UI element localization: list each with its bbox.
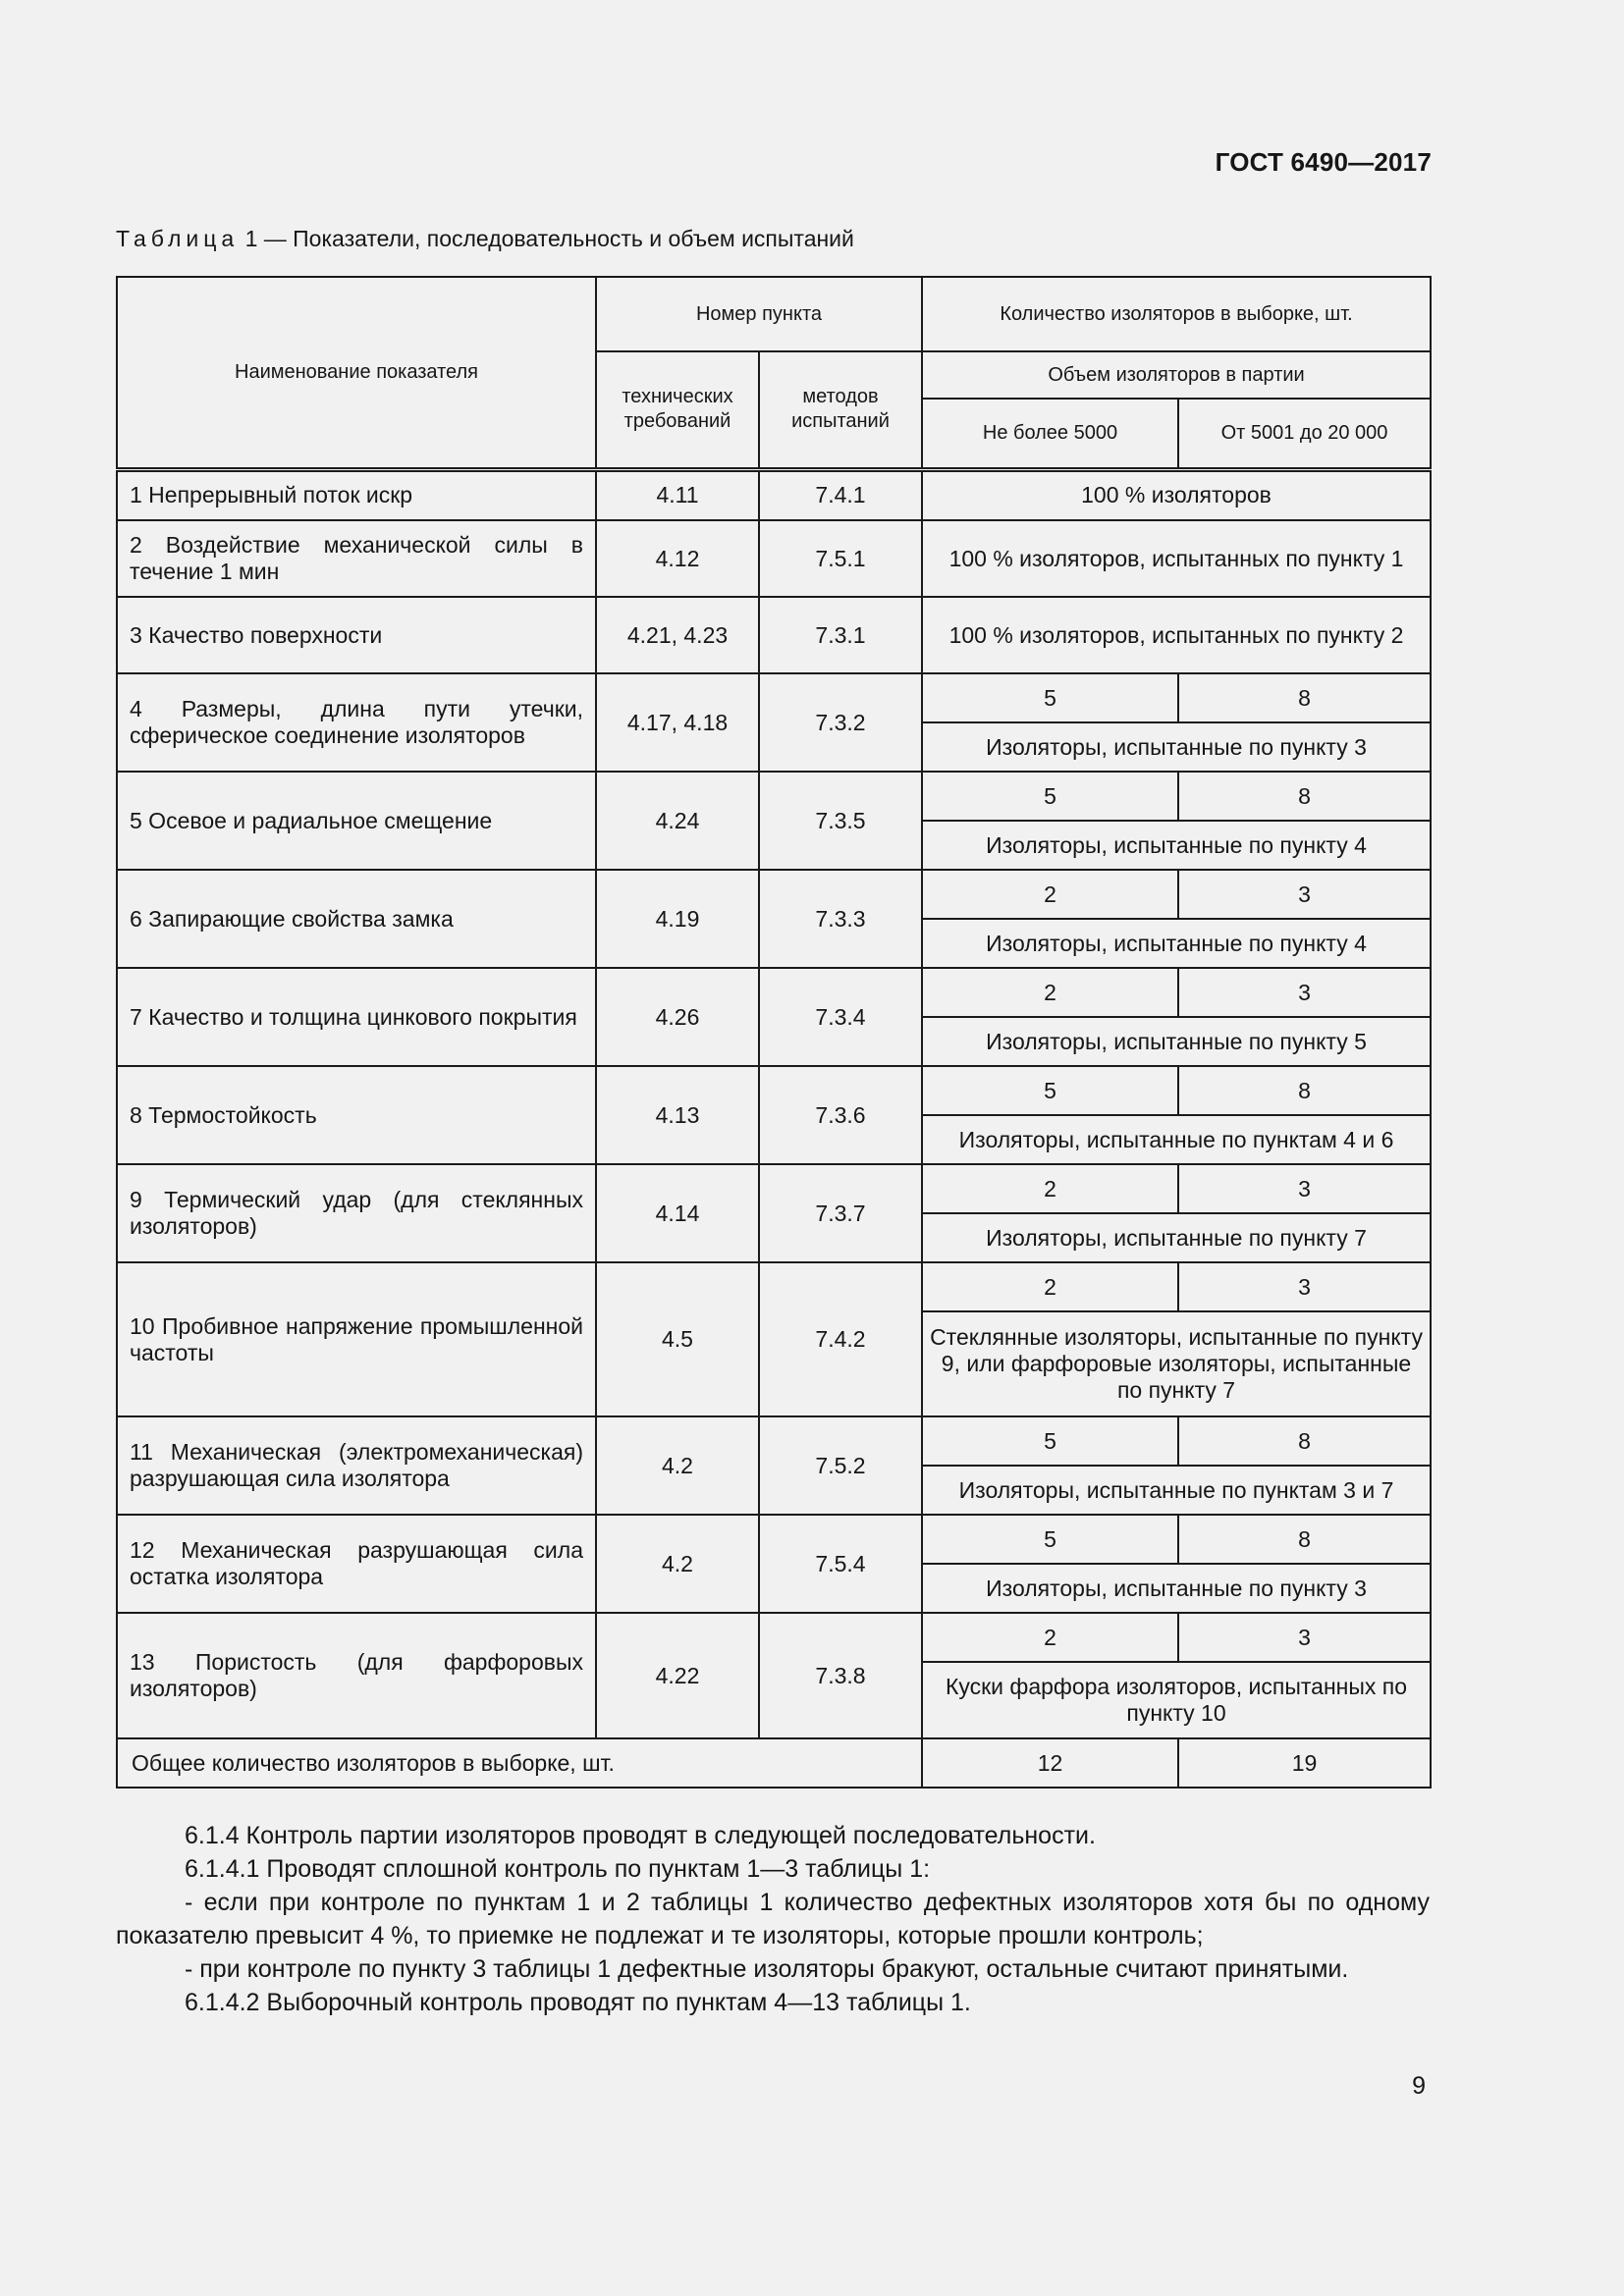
header-test-methods: методов испытаний: [759, 351, 922, 469]
row-qty-b: 3: [1178, 1164, 1431, 1213]
table-row: [117, 520, 1431, 597]
row-name: 12 Механическая разрушающая сила остатка изолятора: [117, 1515, 596, 1613]
header-tech-req: технических требований: [596, 351, 759, 469]
row-tech: 4.26: [596, 968, 759, 1066]
table-row: [117, 870, 1431, 919]
row-method: 7.3.6: [759, 1066, 922, 1164]
row-tech: 4.2: [596, 1515, 759, 1613]
row-qty-a: 5: [922, 1515, 1178, 1564]
row-qty-a: 5: [922, 772, 1178, 821]
row-note: Стеклянные изоляторы, испытанные по пункту 9, или фарфоровые изоляторы, испытанные по пункту 7: [922, 1311, 1431, 1416]
table-row: [117, 968, 1431, 1017]
row-name: 4 Размеры, длина пути утечки, сферическое соединение изоляторов: [117, 673, 596, 772]
row-method: 7.3.7: [759, 1164, 922, 1262]
row-qty-b: 8: [1178, 1416, 1431, 1466]
row-method: 7.4.1: [759, 469, 922, 520]
row-note: Изоляторы, испытанные по пункту 4: [922, 821, 1431, 870]
row-name: 8 Термостойкость: [117, 1066, 596, 1164]
row-qty: 100 % изоляторов, испытанных по пункту 1: [922, 520, 1431, 597]
tests-table: [116, 276, 1432, 1789]
header-name: Наименование показателя: [117, 277, 596, 469]
total-label: Общее количество изоляторов в выборке, шт.: [117, 1738, 922, 1788]
header-col-b: От 5001 до 20 000: [1178, 399, 1431, 469]
row-tech: 4.12: [596, 520, 759, 597]
table-row: [117, 1066, 1431, 1115]
table-row: [117, 1164, 1431, 1213]
table-row: [117, 1515, 1431, 1564]
table-row: [117, 1416, 1431, 1466]
row-note: Изоляторы, испытанные по пункту 3: [922, 1564, 1431, 1613]
body-text: [116, 1819, 1430, 2019]
row-method: 7.4.2: [759, 1262, 922, 1416]
row-qty-b: 8: [1178, 1515, 1431, 1564]
total-a: 12: [922, 1738, 1178, 1788]
header-clause-number: Номер пункта: [596, 277, 922, 351]
row-name: 9 Термический удар (для стеклянных изоляторов): [117, 1164, 596, 1262]
row-note: Изоляторы, испытанные по пункту 7: [922, 1213, 1431, 1262]
row-qty-b: 3: [1178, 870, 1431, 919]
row-qty-b: 3: [1178, 1262, 1431, 1311]
row-name: 13 Пористость (для фарфоровых изоляторов): [117, 1613, 596, 1738]
row-qty-a: 5: [922, 1416, 1178, 1466]
row-qty-a: 2: [922, 1262, 1178, 1311]
row-method: 7.5.4: [759, 1515, 922, 1613]
total-b: 19: [1178, 1738, 1431, 1788]
row-note: Изоляторы, испытанные по пунктам 3 и 7: [922, 1466, 1431, 1515]
row-name: 11 Механическая (электромеханическая) разрушающая сила изолятора: [117, 1416, 596, 1515]
row-qty-a: 2: [922, 968, 1178, 1017]
header-batch-volume: Объем изоляторов в партии: [922, 351, 1431, 399]
row-method: 7.3.8: [759, 1613, 922, 1738]
row-method: 7.5.2: [759, 1416, 922, 1515]
row-tech: 4.5: [596, 1262, 759, 1416]
page-number: 9: [1412, 2072, 1426, 2100]
row-qty-a: 2: [922, 1613, 1178, 1662]
row-name: 10 Пробивное напряжение промышленной частоты: [117, 1262, 596, 1416]
table-row: [117, 469, 1431, 520]
row-qty-a: 5: [922, 673, 1178, 722]
row-tech: 4.2: [596, 1416, 759, 1515]
row-qty: 100 % изоляторов, испытанных по пункту 2: [922, 597, 1431, 673]
table-row: [117, 597, 1431, 673]
row-tech: 4.14: [596, 1164, 759, 1262]
row-qty-a: 2: [922, 870, 1178, 919]
table-row: [117, 1613, 1431, 1662]
row-note: Изоляторы, испытанные по пункту 3: [922, 722, 1431, 772]
table-total-row: [117, 1738, 1431, 1788]
row-tech: 4.11: [596, 469, 759, 520]
row-method: 7.3.3: [759, 870, 922, 968]
row-qty: 100 % изоляторов: [922, 469, 1431, 520]
row-qty-b: 8: [1178, 1066, 1431, 1115]
header-sample-qty: Количество изоляторов в выборке, шт.: [922, 277, 1431, 351]
row-name: 6 Запирающие свойства замка: [117, 870, 596, 968]
row-tech: 4.19: [596, 870, 759, 968]
row-note: Изоляторы, испытанные по пункту 4: [922, 919, 1431, 968]
paragraph: - если при контроле по пунктам 1 и 2 таблицы 1 количество дефектных изоляторов хотя бы по одному показателю превысит 4 %, то приемке не подлежат и те изоляторы, которые прошли контроль;: [116, 1889, 1430, 1949]
row-method: 7.3.2: [759, 673, 922, 772]
table-row: [117, 772, 1431, 821]
table-row: [117, 1262, 1431, 1311]
row-name: 2 Воздействие механической силы в течение 1 мин: [117, 520, 596, 597]
row-qty-a: 2: [922, 1164, 1178, 1213]
row-qty-b: 8: [1178, 772, 1431, 821]
table-caption-text: 1 — Показатели, последовательность и объем испытаний: [239, 226, 854, 251]
paragraph: - при контроле по пункту 3 таблицы 1 дефектные изоляторы бракуют, остальные считают принятыми.: [185, 1955, 1349, 1983]
row-note: Куски фарфора изоляторов, испытанных по пункту 10: [922, 1662, 1431, 1738]
row-method: 7.5.1: [759, 520, 922, 597]
document-code: ГОСТ 6490—2017: [1215, 147, 1432, 177]
row-tech: 4.21, 4.23: [596, 597, 759, 673]
row-tech: 4.24: [596, 772, 759, 870]
row-qty-a: 5: [922, 1066, 1178, 1115]
row-tech: 4.13: [596, 1066, 759, 1164]
row-qty-b: 3: [1178, 1613, 1431, 1662]
row-method: 7.3.1: [759, 597, 922, 673]
row-method: 7.3.4: [759, 968, 922, 1066]
table-caption: [116, 226, 854, 252]
row-name: 5 Осевое и радиальное смещение: [117, 772, 596, 870]
row-qty-b: 3: [1178, 968, 1431, 1017]
paragraph: 6.1.4 Контроль партии изоляторов проводят в следующей последовательности.: [185, 1822, 1096, 1849]
row-method: 7.3.5: [759, 772, 922, 870]
row-name: 3 Качество поверхности: [117, 597, 596, 673]
table-caption-label: Таблица: [116, 226, 240, 251]
row-name: 7 Качество и толщина цинкового покрытия: [117, 968, 596, 1066]
row-tech: 4.22: [596, 1613, 759, 1738]
row-note: Изоляторы, испытанные по пунктам 4 и 6: [922, 1115, 1431, 1164]
table-row: [117, 673, 1431, 722]
row-tech: 4.17, 4.18: [596, 673, 759, 772]
header-col-a: Не более 5000: [922, 399, 1178, 469]
paragraph: 6.1.4.2 Выборочный контроль проводят по пунктам 4—13 таблицы 1.: [185, 1989, 971, 2016]
row-qty-b: 8: [1178, 673, 1431, 722]
paragraph: 6.1.4.1 Проводят сплошной контроль по пунктам 1—3 таблицы 1:: [185, 1855, 931, 1883]
row-name: 1 Непрерывный поток искр: [117, 469, 596, 520]
row-note: Изоляторы, испытанные по пункту 5: [922, 1017, 1431, 1066]
